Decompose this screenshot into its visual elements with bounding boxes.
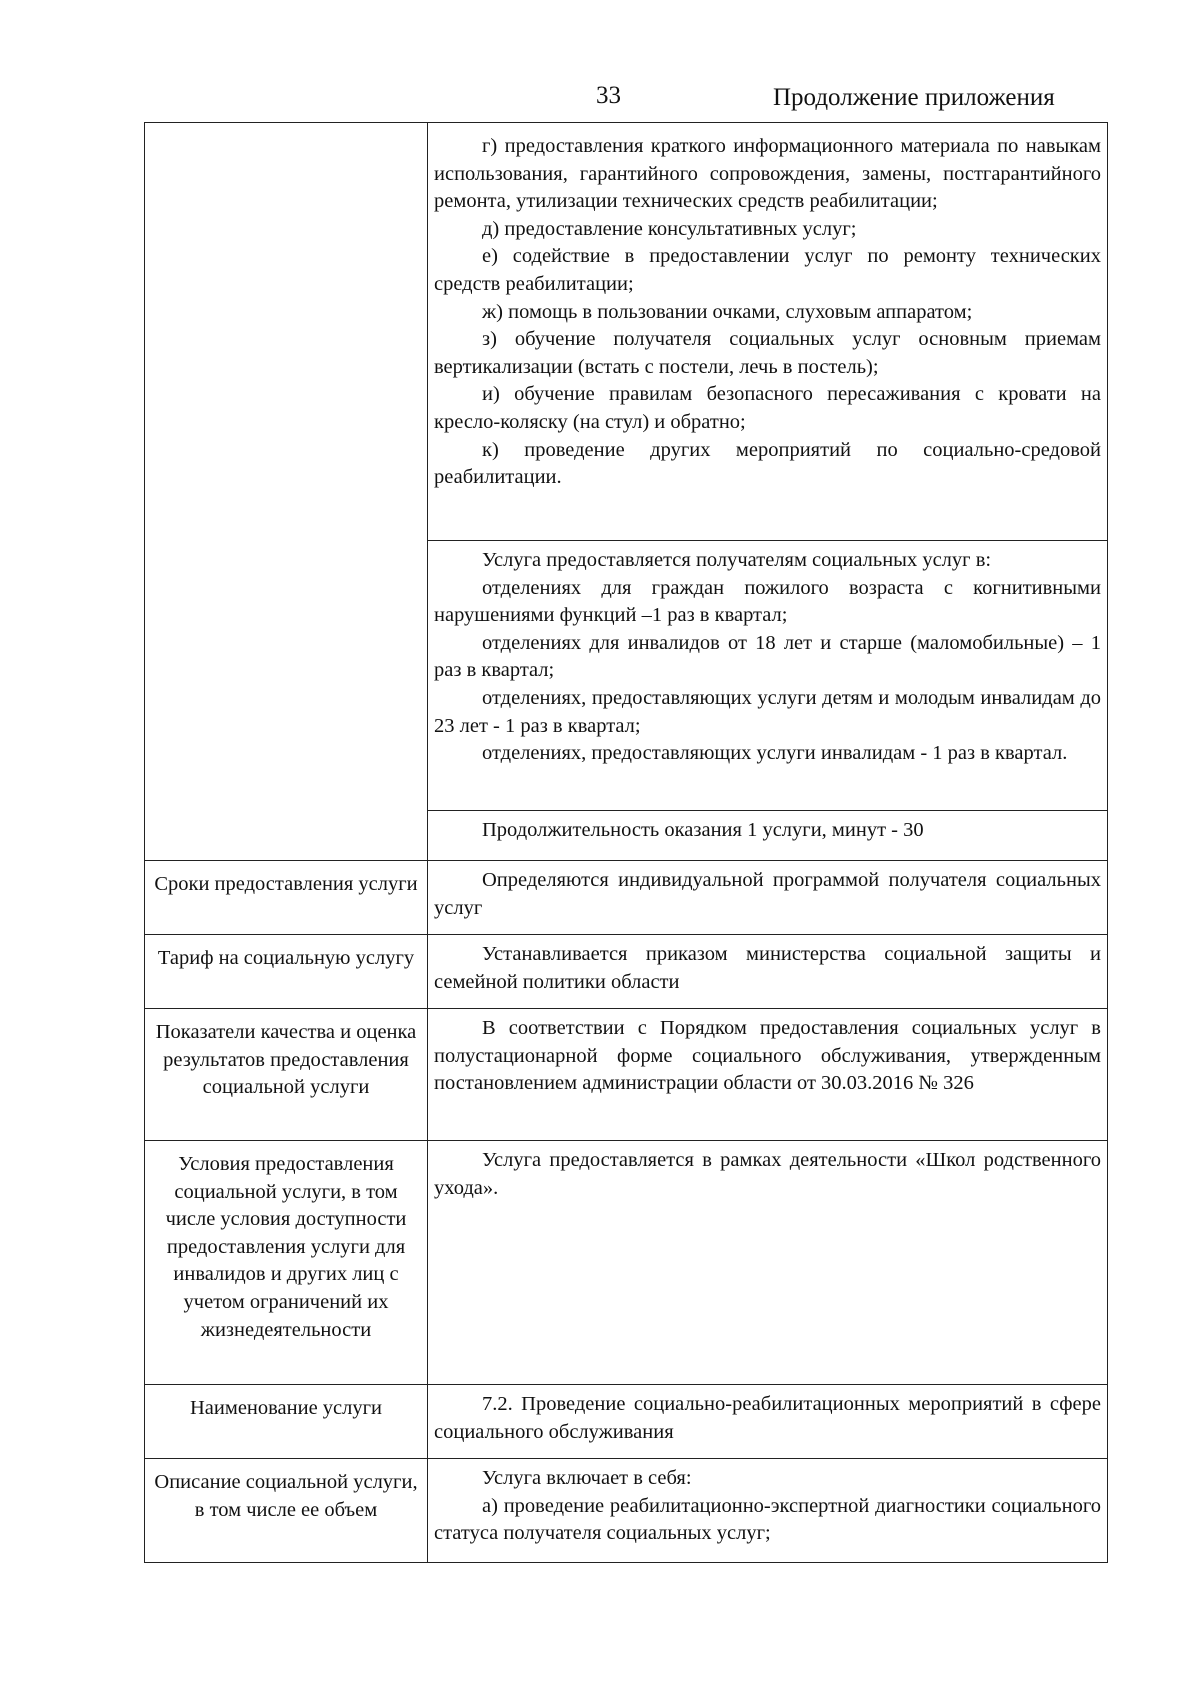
list-item: а) проведение реабилитационно-экспертной диагностики социального статуса получателя социальных услуг; (434, 1494, 1101, 1545)
content-cell (428, 935, 1108, 1009)
quality-text: В соответствии с Порядком предоставления социальных услуг в полустационарной форме социального обслуживания, утвержденным постановлением администрации области от 30.03.2016 № 326 (434, 1017, 1101, 1095)
content-cell (428, 1009, 1108, 1141)
content-cell (428, 1141, 1108, 1385)
list-item: ж) помощь в пользовании очками, слуховым аппаратом; (482, 300, 973, 323)
conditions-text: Услуга предоставляется в рамках деятельности «Школ родственного ухода». (434, 1149, 1101, 1199)
table-row (145, 1009, 1108, 1141)
table-row (145, 811, 1108, 861)
label-cell: Показатели качества и оценка результатов предоставления социальной услуги (145, 1009, 428, 1141)
content-cell (428, 1385, 1108, 1459)
content-cell (428, 541, 1108, 811)
table-row (145, 123, 1108, 541)
list-item: и) обучение правилам безопасного пересаживания с кровати на кресло-коляску (на стул) и обратно; (434, 383, 1101, 433)
tariff-text: Устанавливается приказом министерства социальной защиты и семейной политики области (434, 943, 1101, 993)
list-item: отделениях для граждан пожилого возраста с когнитивными нарушениями функций –1 раз в квартал; (434, 576, 1101, 627)
duration-text: Продолжительность оказания 1 услуги, минут - 30 (482, 819, 924, 841)
content-cell (428, 1459, 1108, 1563)
table-row (145, 541, 1108, 811)
list-item: к) проведение других мероприятий по социально-средовой реабилитации. (434, 438, 1101, 489)
continuation-label: Продолжение приложения (773, 84, 1055, 111)
list-item: Услуга предоставляется получателям социальных услуг в: (482, 549, 992, 571)
content-cell (428, 123, 1108, 541)
content-cell (428, 861, 1108, 935)
list-item: отделениях, предоставляющих услуги инвалидам - 1 раз в квартал. (482, 742, 1068, 765)
page-number: 33 (596, 82, 621, 109)
empty-label-cell (145, 811, 428, 861)
list-item: отделениях, предоставляющих услуги детям и молодым инвалидам до 23 лет - 1 раз в квартал; (434, 686, 1101, 737)
label-cell: Сроки предоставления услуги (145, 861, 428, 935)
empty-label-cell (145, 541, 428, 811)
list-item: д) предоставление консультативных услуг; (482, 217, 857, 240)
empty-label-cell (145, 123, 428, 541)
table-row (145, 861, 1108, 935)
table-row (145, 1459, 1108, 1563)
content-cell (428, 811, 1108, 861)
table-row (145, 1141, 1108, 1385)
label-cell: Описание социальной услуги, в том числе ее объем (145, 1459, 428, 1563)
list-item: г) предоставления краткого информационного материала по навыкам использования, гарантийного сопровождения, замены, постгарантийного ремонта, утилизации технических средств реабилитации; (434, 135, 1101, 213)
service-name-text: 7.2. Проведение социально-реабилитационных мероприятий в сфере социального обслуживания (434, 1393, 1101, 1443)
list-item: Услуга включает в себя: (482, 1467, 692, 1489)
service-table (144, 122, 1108, 1563)
label-cell: Тариф на социальную услугу (145, 935, 428, 1009)
list-item: отделениях для инвалидов от 18 лет и старше (маломобильные) – 1 раз в квартал; (434, 631, 1101, 682)
label-cell: Условия предоставления социальной услуги, в том числе условия доступности предоставления услуги для инвалидов и других лиц с учетом ограничений их жизнедеятельности (145, 1141, 428, 1385)
terms-text: Определяются индивидуальной программой получателя социальных услуг (434, 869, 1101, 919)
list-item: з) обучение получателя социальных услуг основным приемам вертикализации (встать с постели, лечь в постель); (434, 328, 1101, 378)
list-item: е) содействие в предоставлении услуг по ремонту технических средств реабилитации; (434, 245, 1101, 295)
label-cell: Наименование услуги (145, 1385, 428, 1459)
table-row (145, 935, 1108, 1009)
table-row (145, 1385, 1108, 1459)
